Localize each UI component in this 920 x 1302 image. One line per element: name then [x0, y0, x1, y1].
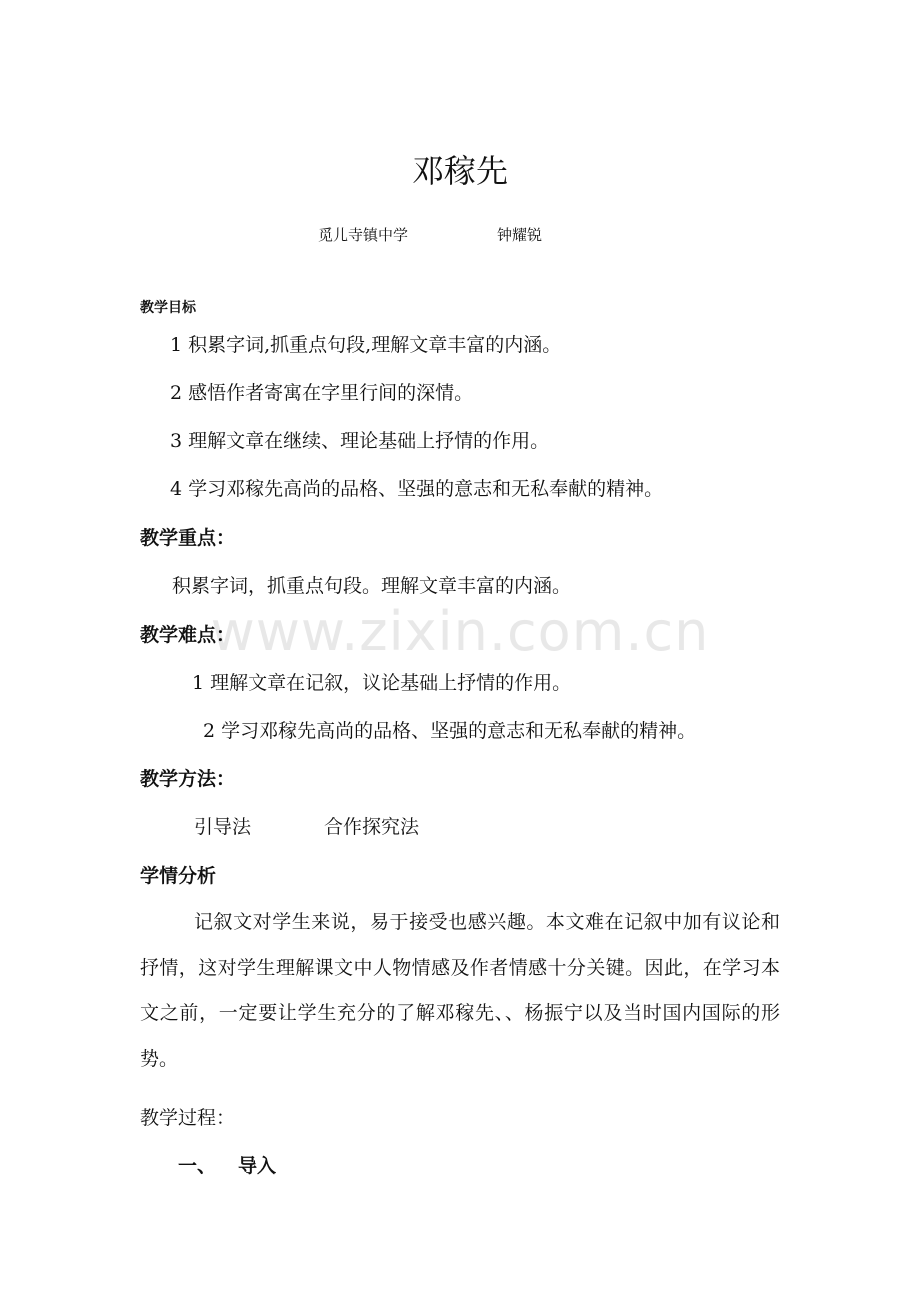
objectives-label: 教学目标 — [140, 300, 196, 316]
objective-item: 4 学习邓稼先高尚的品格、坚强的意志和无私奉献的精神。 — [170, 478, 664, 500]
objective-item: 2 感悟作者寄寓在字里行间的深情。 — [170, 382, 474, 404]
analysis-paragraph: 记叙文对学生来说，易于接受也感兴趣。本文难在记叙中加有议论和抒情，这对学生理解课文中人物情感及作者情感十分关键。因此，在学习本文之前，一定要让学生充分的了解邓稼先、、杨振宁以及当时国内国际的形势。 — [140, 911, 780, 1070]
key-points-heading: 教学重点： — [140, 527, 236, 549]
author-name: 钟耀锐 — [497, 226, 543, 244]
difficulty-item: 2 学习邓稼先高尚的品格、坚强的意志和无私奉献的精神。 — [203, 720, 697, 742]
section-title: 导入 — [238, 1155, 277, 1177]
watermark: www.zixin.com.cn — [210, 600, 710, 663]
difficulties-heading: 教学难点： — [140, 624, 236, 646]
difficulty-item: 1 理解文章在记叙，议论基础上抒情的作用。 — [192, 672, 572, 694]
analysis-heading: 学情分析 — [140, 865, 217, 887]
objective-item: 3 理解文章在继续、理论基础上抒情的作用。 — [170, 430, 550, 452]
methods-heading: 教学方法： — [140, 768, 236, 790]
method-item: 合作探究法 — [324, 816, 420, 838]
process-label: 教学过程： — [140, 1107, 236, 1129]
key-points-text: 积累字词，抓重点句段。理解文章丰富的内涵。 — [172, 575, 572, 597]
document-title: 邓稼先 — [411, 152, 508, 190]
objective-item: 1 积累字词,抓重点句段,理解文章丰富的内涵。 — [170, 334, 562, 356]
section-number: 一、 — [178, 1155, 217, 1177]
method-item: 引导法 — [194, 816, 252, 838]
author-school: 觅儿寺镇中学 — [318, 226, 409, 244]
